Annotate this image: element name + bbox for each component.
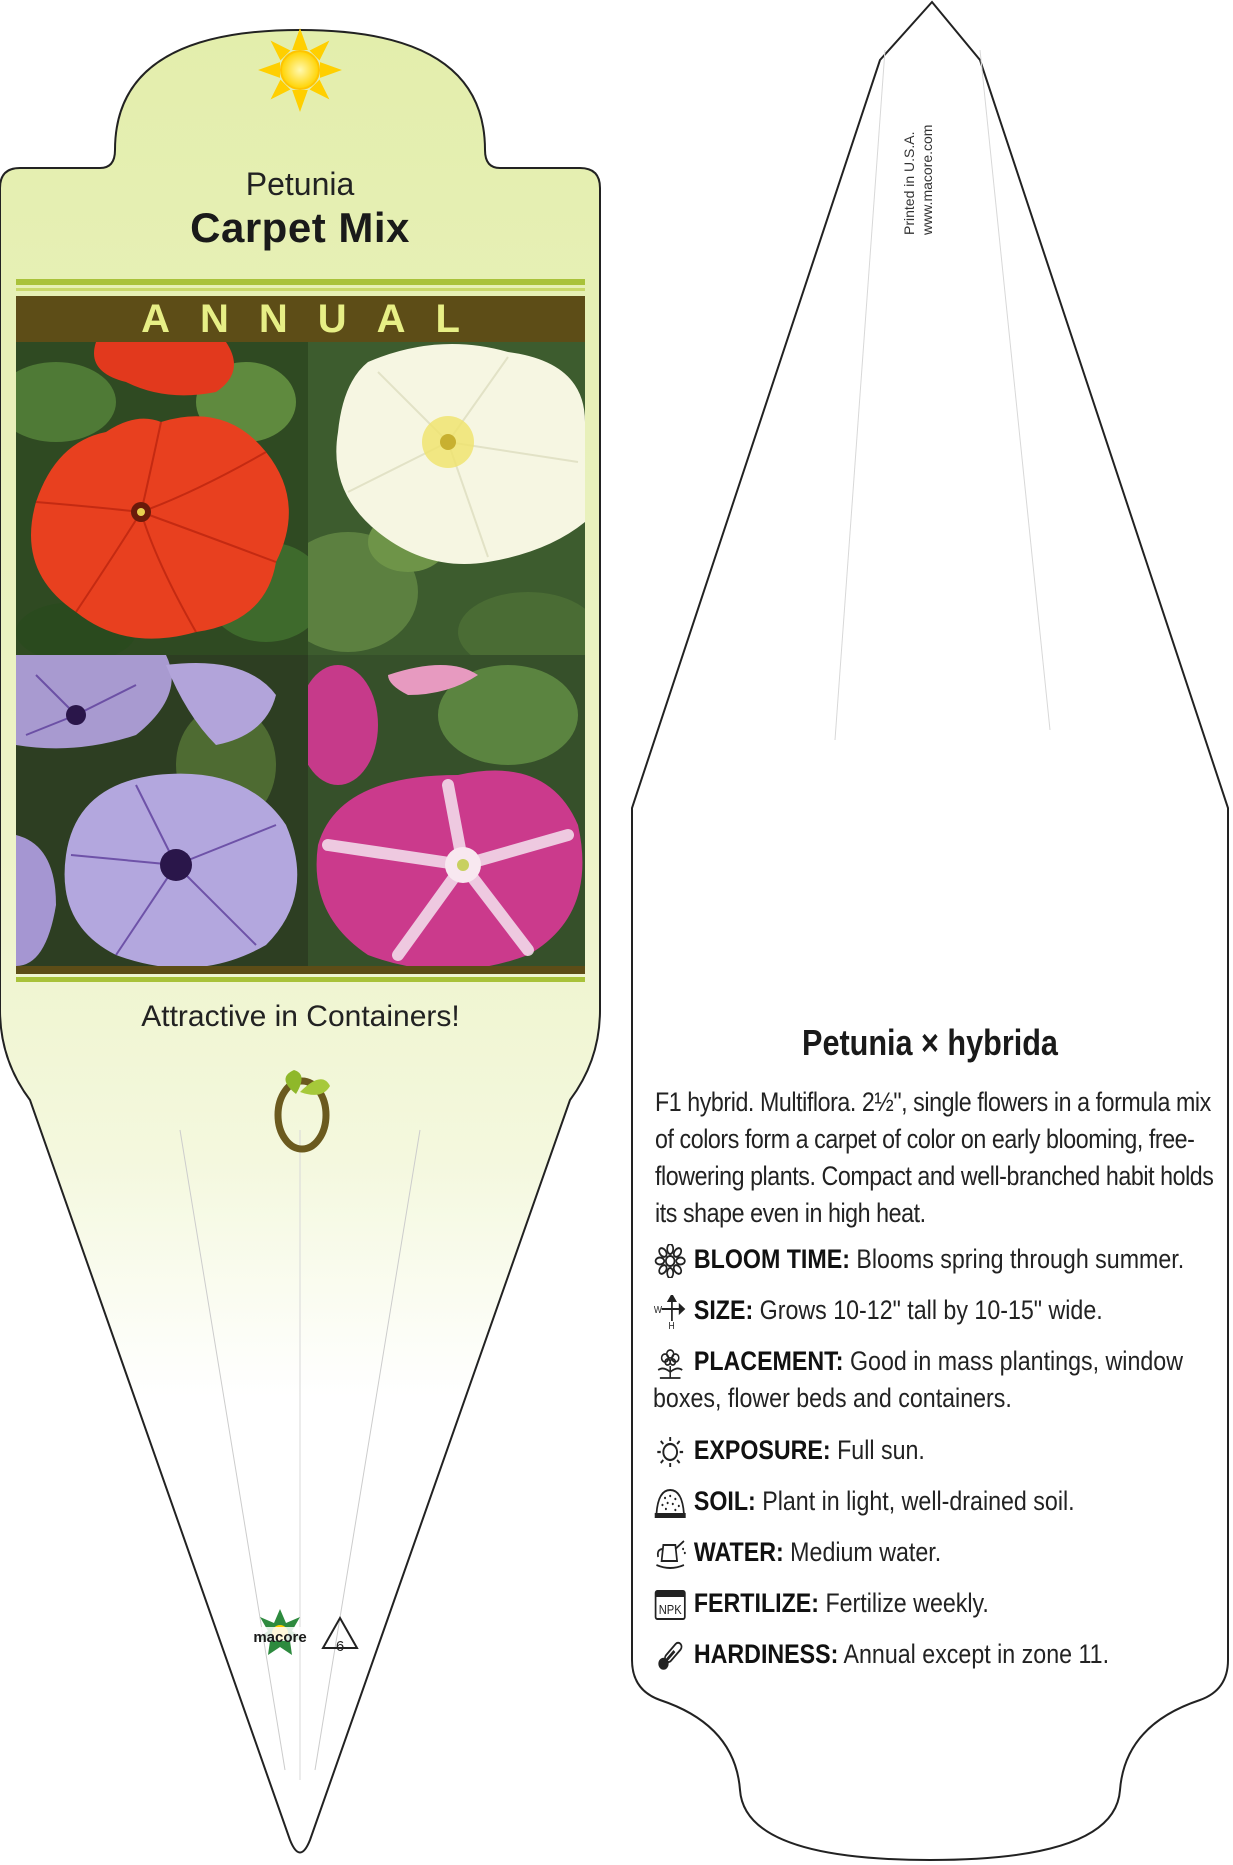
attribute-value: Annual except in zone 11.	[843, 1639, 1110, 1669]
sun-outline-icon	[653, 1435, 687, 1469]
svg-text:W: W	[653, 1304, 662, 1316]
attribute-label: WATER:	[693, 1537, 784, 1567]
attribute-value: Blooms spring through summer.	[856, 1244, 1185, 1274]
npk-text: NPK	[658, 1602, 682, 1618]
category-label: ANNUAL	[141, 296, 490, 341]
attribute-label: PLACEMENT:	[693, 1346, 844, 1376]
thermometer-icon	[653, 1639, 687, 1673]
placement-icon	[653, 1346, 687, 1380]
attribute-label: SOIL:	[693, 1486, 756, 1516]
photo-white-petunia	[308, 342, 585, 655]
attribute-label: EXPOSURE:	[693, 1435, 831, 1465]
attribute-placement	[653, 1343, 1233, 1417]
printer-info	[900, 95, 935, 245]
attribute-label: FERTILIZE:	[693, 1588, 819, 1618]
attribute-value: Good in mass plantings, window boxes, flower beds and containers.	[653, 1346, 1183, 1413]
svg-text:H: H	[668, 1320, 675, 1329]
npk-icon	[653, 1588, 687, 1622]
front-variety: Carpet Mix	[190, 204, 410, 251]
attribute-soil	[653, 1483, 1233, 1520]
attribute-label: SIZE:	[693, 1295, 754, 1325]
front-genus: Petunia	[245, 166, 355, 202]
attribute-fertilize	[653, 1585, 1233, 1622]
photo-grid	[16, 342, 585, 966]
attribute-label: HARDINESS:	[693, 1639, 839, 1669]
soil-icon	[653, 1486, 687, 1520]
flower-icon	[653, 1244, 687, 1278]
category-bar	[16, 296, 585, 342]
attribute-value: Medium water.	[790, 1537, 942, 1567]
recycle-number: 6	[335, 1638, 345, 1655]
botanical-name: Petunia × hybrida	[802, 1022, 1058, 1063]
size-icon	[653, 1295, 687, 1329]
photo-purple-petunia	[16, 655, 308, 966]
front-tagline: Attractive in Containers!	[141, 1000, 460, 1033]
attribute-label: BLOOM TIME:	[693, 1244, 850, 1274]
attribute-value: Full sun.	[837, 1435, 925, 1465]
macore-brand-text: macore	[253, 1629, 307, 1646]
photo-pink-petunia	[308, 655, 585, 966]
photo-red-petunia	[16, 342, 308, 655]
back-tag-shape	[632, 2, 1228, 1860]
description-text: F1 hybrid. Multiflora. 2½", single flowers in a formula mix of colors form a carpet of color on early blooming, free-flowering plants. Compact and well-branched habit holds its shape even in high heat.	[655, 1087, 1214, 1228]
attribute-bloom-time	[653, 1241, 1233, 1278]
printed-in-text: Printed in U.S.A.	[901, 131, 917, 235]
watering-can-icon	[653, 1537, 687, 1571]
description	[655, 1084, 1225, 1232]
website-text: www.macore.com	[919, 124, 935, 235]
attribute-value: Grows 10-12" tall by 10-15" wide.	[759, 1295, 1103, 1325]
attribute-value: Plant in light, well-drained soil.	[762, 1486, 1075, 1516]
sun-icon	[264, 34, 336, 106]
attribute-hardiness	[653, 1636, 1233, 1673]
attribute-water	[653, 1534, 1233, 1571]
attribute-exposure	[653, 1432, 1233, 1469]
attribute-value: Fertilize weekly.	[825, 1588, 989, 1618]
attribute-size	[653, 1292, 1233, 1329]
